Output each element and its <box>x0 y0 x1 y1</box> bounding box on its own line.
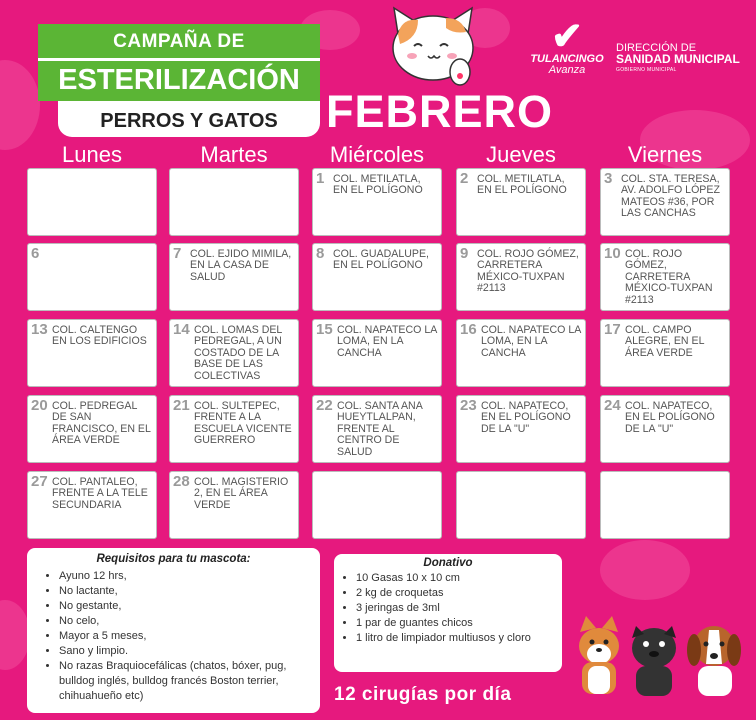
location-text: COL. METILATLA, EN EL POLÍGONO <box>333 173 423 197</box>
requirement-item: • No lactante, <box>59 584 312 599</box>
day-header-viernes: Viernes <box>627 142 703 167</box>
calendar-cell <box>600 395 730 463</box>
donation-item: • 10 Gasas 10 x 10 cm <box>356 571 556 586</box>
location-text: COL. EJIDO MIMILA, EN LA CASA DE SALUD <box>190 248 292 283</box>
day-header-lunes: Lunes <box>62 142 122 167</box>
calendar-cell <box>600 168 730 236</box>
day-number: 15 <box>316 321 333 338</box>
calendar-cell <box>312 168 442 236</box>
donation-item: • 1 par de guantes chicos <box>356 616 556 631</box>
calendar-cell <box>27 168 157 236</box>
calendar-cell <box>169 471 299 539</box>
requirements-title: Requisitos para tu mascota: <box>96 553 251 565</box>
requirement-item: • Ayuno 12 hrs, <box>59 569 312 584</box>
location-text: COL. NAPATECO LA LOMA, EN LA CANCHA <box>337 324 437 359</box>
calendar-cell <box>456 471 586 539</box>
donation-item: • 2 kg de croquetas <box>356 586 556 601</box>
calendar-cell <box>456 168 586 236</box>
donation-item: • 3 jeringas de 3ml <box>356 601 556 616</box>
dogs-illustration <box>572 612 752 696</box>
day-number: 20 <box>31 397 48 414</box>
department-line-3: GOBIERNO MUNICIPAL <box>616 67 677 73</box>
donation-list <box>340 571 556 646</box>
department-line-2: SANIDAD MUNICIPAL <box>616 52 740 66</box>
calendar-cell <box>169 168 299 236</box>
location-text: COL. MAGISTERIO 2, EN EL ÁREA VERDE <box>194 476 289 511</box>
day-header-jueves: Jueves <box>486 142 556 167</box>
surgeries-per-day: 12 cirugías por día <box>334 684 512 705</box>
location-text: COL. CALTENGO EN LOS EDIFICIOS <box>52 324 147 348</box>
day-number: 8 <box>316 245 325 262</box>
requirement-item: • Sano y limpio. <box>59 644 312 659</box>
logo-name: TULANCINGO <box>530 53 604 65</box>
logo-slogan: Avanza <box>548 64 586 76</box>
day-number: 9 <box>460 245 469 262</box>
calendar-cell <box>27 395 157 463</box>
day-number: 6 <box>31 245 40 262</box>
location-text: COL. LOMAS DEL PEDREGAL, A UN COSTADO DE LA BASE DE LAS COLECTIVAS <box>194 324 282 382</box>
calendar-cell <box>456 395 586 463</box>
calendar-cell <box>600 319 730 387</box>
day-number: 7 <box>173 245 182 262</box>
calendar-cell <box>600 243 730 311</box>
donation-panel <box>334 554 562 672</box>
tulancingo-logo <box>522 16 612 90</box>
calendar-cell <box>312 471 442 539</box>
title-line-3: PERROS Y GATOS <box>58 101 320 137</box>
day-number: 22 <box>316 397 333 414</box>
location-text: COL. PANTALEO, FRENTE A LA TELE SECUNDARIA <box>52 476 148 511</box>
location-text: COL. NAPATECO, EN EL POLÍGONO DE LA "U" <box>625 400 715 435</box>
day-number: 3 <box>604 170 613 187</box>
title-line-2: ESTERILIZACIÓN <box>38 58 320 101</box>
day-header-martes: Martes <box>200 142 268 167</box>
campaign-title <box>38 24 320 137</box>
donation-item: • 1 litro de limpiador multiusos y cloro <box>356 631 556 646</box>
calendar-cell <box>169 243 299 311</box>
day-number: 1 <box>316 170 325 187</box>
calendar-cell <box>27 471 157 539</box>
requirement-item: • No razas Braquiocefálicas (chatos, bóxer, pug, bulldog inglés, bulldog francés Boston terrier, chihuahueño etc) <box>59 659 312 704</box>
location-text: COL. NAPATECO LA LOMA, EN LA CANCHA <box>481 324 581 359</box>
calendar-cell <box>312 395 442 463</box>
title-line-1: CAMPAÑA DE <box>38 24 320 58</box>
location-text: COL. NAPATECO, EN EL POLÍGONO DE LA "U" <box>481 400 571 435</box>
day-number: 23 <box>460 397 477 414</box>
bg-blob <box>600 540 690 600</box>
donation-title: Donativo <box>423 557 473 569</box>
location-text: COL. SULTEPEC, FRENTE A LA ESCUELA VICENTE GUERRERO <box>194 400 292 447</box>
requirement-item: • Mayor a 5 meses, <box>59 629 312 644</box>
requirements-list <box>35 569 312 704</box>
day-number: 17 <box>604 321 621 338</box>
logo-check-icon: ✔ <box>551 16 583 58</box>
month-title: FEBRERO <box>326 86 554 137</box>
location-text: COL. SANTA ANA HUEYTLALPAN, FRENTE AL CENTRO DE SALUD <box>337 400 423 458</box>
location-text: COL. ROJO GÓMEZ, CARRETERA MÉXICO-TUXPAN #2113 <box>477 248 579 295</box>
calendar-cell <box>600 471 730 539</box>
day-number: 21 <box>173 397 190 414</box>
calendar-cell <box>169 319 299 387</box>
day-number: 13 <box>31 321 48 338</box>
requirement-item: • No gestante, <box>59 599 312 614</box>
day-number: 28 <box>173 473 190 490</box>
location-text: COL. ROJO GÓMEZ, CARRETERA MÉXICO-TUXPAN #2113 <box>625 248 713 306</box>
location-text: COL. CAMPO ALEGRE, EN EL ÁREA VERDE <box>625 324 705 359</box>
day-number: 10 <box>604 245 621 262</box>
department-label <box>616 43 740 76</box>
calendar-cell <box>312 243 442 311</box>
day-number: 14 <box>173 321 190 338</box>
calendar-cell <box>456 243 586 311</box>
department-line-1: DIRECCIÓN DE <box>616 42 697 54</box>
location-text: COL. PEDREGAL DE SAN FRANCISCO, EN EL ÁREA VERDE <box>52 400 151 447</box>
bg-blob <box>0 60 40 150</box>
requirements-panel <box>27 548 320 713</box>
calendar-cell <box>169 395 299 463</box>
day-number: 24 <box>604 397 621 414</box>
day-header-miercoles: Miércoles <box>329 142 425 167</box>
requirement-item: • No celo, <box>59 614 312 629</box>
calendar-cell <box>456 319 586 387</box>
calendar-cell <box>27 243 157 311</box>
day-number: 16 <box>460 321 477 338</box>
calendar-cell <box>312 319 442 387</box>
calendar-cell <box>27 319 157 387</box>
bg-blob <box>0 600 30 670</box>
location-text: COL. STA. TERESA, AV. ADOLFO LÓPEZ MATEOS #36, POR LAS CANCHAS <box>621 173 720 220</box>
day-number: 27 <box>31 473 48 490</box>
cat-illustration <box>388 4 478 90</box>
location-text: COL. GUADALUPE, EN EL POLÍGONO <box>333 248 429 272</box>
location-text: COL. METILATLA, EN EL POLÍGONO <box>477 173 567 197</box>
day-number: 2 <box>460 170 469 187</box>
